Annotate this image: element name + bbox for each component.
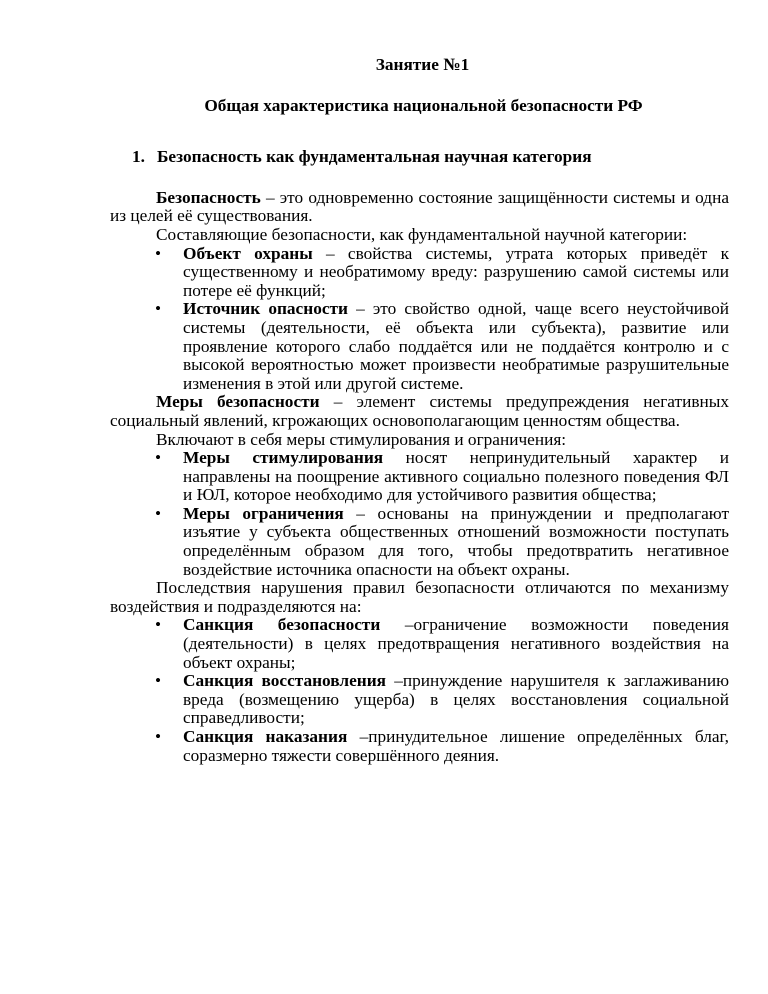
term: Санкция восстановления <box>183 671 386 691</box>
definition-text: – это одновременно состояние защищённости системы и одна из целей её существования. <box>110 187 729 226</box>
term: Санкция наказания <box>183 727 348 746</box>
list-item <box>110 300 729 393</box>
bullet-icon: • <box>155 503 162 523</box>
section-title: Безопасность как фундаментальная научная категория <box>157 147 592 167</box>
bullet-icon: • <box>155 727 162 746</box>
term: Объект охраны <box>183 243 313 263</box>
term: Санкция безопасности <box>183 615 381 635</box>
list-item <box>110 505 729 579</box>
list-item <box>110 672 729 728</box>
item-text: – это свойство одной, чаще всего неустойчивой системы (деятельности, её объекта или субъекта), развитие или проявление которого слабо поддаётся или не поддаётся контролю и с высокой вероятностью может произвести необратимые разрушительные изменения в этой или другой системе. <box>183 299 729 393</box>
list-item <box>110 616 729 672</box>
item-text: –принуждение нарушителя к заглаживанию вреда (возмещению ущерба) в целях восстановления социальной справедливости; <box>183 671 729 728</box>
sanctions-list <box>110 616 729 765</box>
definition-text: – элемент системы предупреждения негативных социальный явлений, кгрожающих основополагающим ценностям общества. <box>110 392 729 430</box>
list-item <box>110 245 729 301</box>
term: Безопасность <box>156 187 261 207</box>
section-number: 1. <box>132 147 145 167</box>
section-heading <box>110 148 729 167</box>
document-page <box>110 56 729 765</box>
components-list <box>110 245 729 394</box>
bullet-icon: • <box>155 448 162 468</box>
item-text: –ограничение возможности поведения (деятельности) в целях предотвращения негативного воздействия на объект охраны; <box>183 615 730 672</box>
list-item <box>110 728 729 765</box>
item-text: носят непринудительный характер и направлены на поощрение активного социально полезного поведения ФЛ и ЮЛ, которое необходимо для устойчивого развития общества; <box>183 448 729 505</box>
bullet-icon: • <box>155 299 162 319</box>
bullet-icon: • <box>155 615 162 635</box>
lesson-title: Занятие №1 <box>375 55 470 74</box>
paragraph-measures-intro: Включают в себя меры стимулирования и ограничения: <box>156 429 567 449</box>
bullet-icon: • <box>155 243 162 263</box>
bullet-icon: • <box>155 671 162 691</box>
term: Меры ограничения <box>183 503 344 523</box>
term: Источник опасности <box>183 299 348 319</box>
paragraph-measures <box>110 393 729 430</box>
list-item <box>110 449 729 505</box>
paragraph-components-intro: Составляющие безопасности, как фундаментальной научной категории: <box>156 224 688 244</box>
document-subtitle: Общая характеристика национальной безопасности РФ <box>204 95 643 115</box>
paragraph-definition <box>110 189 729 226</box>
paragraph-consequences-intro: Последствия нарушения правил безопасности отличаются по механизму воздействия и подразделяются на: <box>110 578 729 616</box>
term: Меры безопасности <box>156 392 320 412</box>
item-text: – основаны на принуждении и предполагают изъятие у субъекта общественных отношений возможности поступать определённым образом для того, чтобы предотвратить негативное воздействие источника опасности на объект охраны. <box>183 503 729 579</box>
item-text: – свойства системы, утрата которых приведёт к существенному и необратимому вреду: разрушению самой системы или потере её функций; <box>183 243 729 300</box>
term: Меры стимулирования <box>183 448 384 468</box>
measures-list <box>110 449 729 579</box>
item-text: –принудительное лишение определённых благ, соразмерно тяжести совершённого деяния. <box>183 727 729 765</box>
